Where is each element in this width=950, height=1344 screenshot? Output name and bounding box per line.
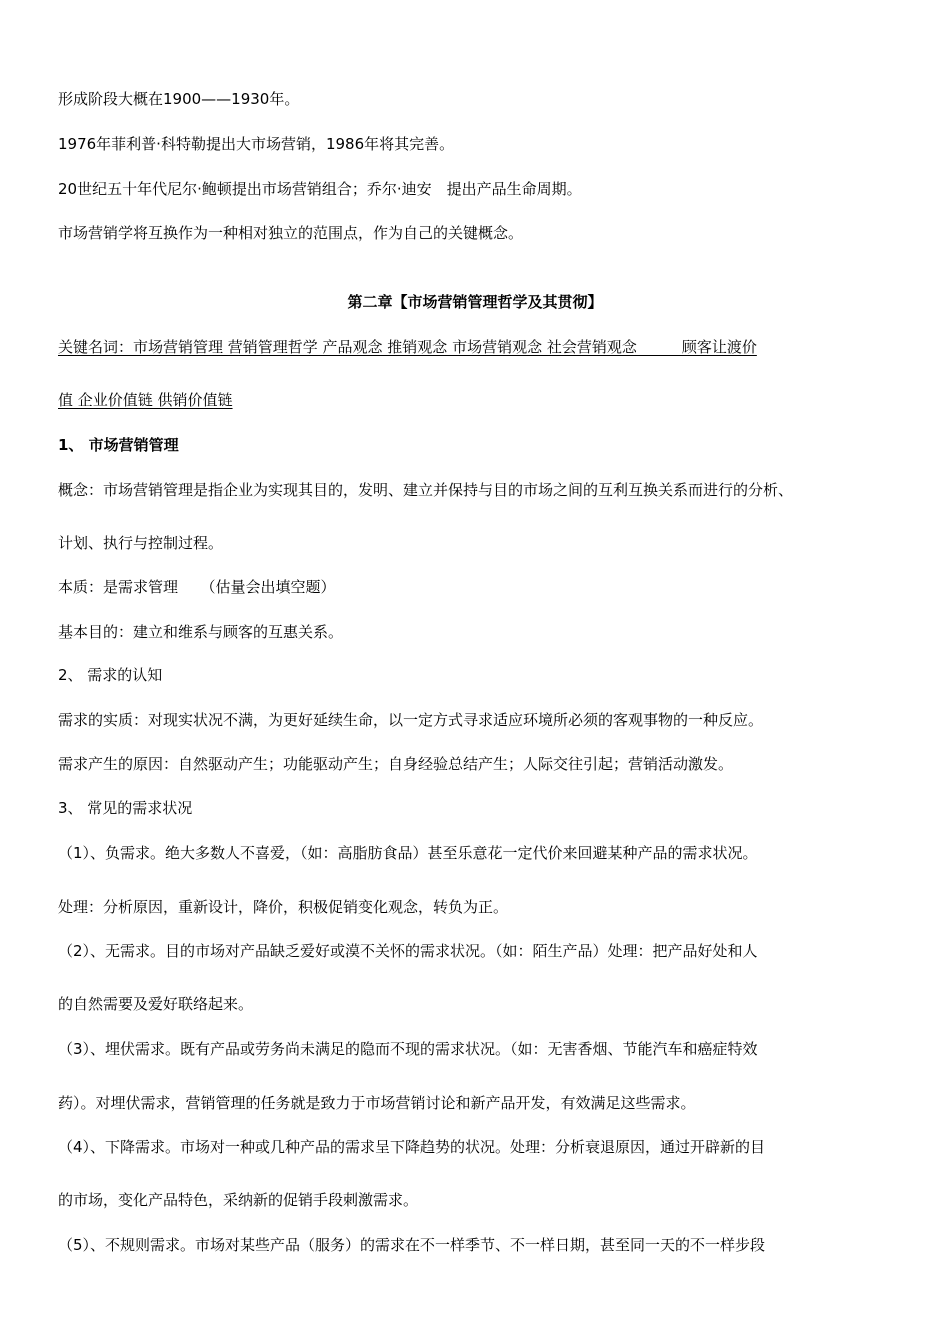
demand-item-4-continued: 的市场，变化产品特色，采纳新的促销手段刺激需求。 (58, 1191, 419, 1209)
intro-line-4: 市场营销学将互换作为一种相对独立的范围点，作为自己的关键概念。 (58, 224, 524, 242)
demand-item-1: （1）、负需求。绝大多数人不喜爱，（如：高脂肪食品）甚至乐意花一定代价来回避某种产品的需求状况。 (58, 844, 758, 862)
demand-item-2: （2）、无需求。目的市场对产品缺乏爱好或漠不关怀的需求状况。（如：陌生产品）处理：把产品好处和人 (58, 942, 758, 960)
section-2-nature: 需求的实质：对现实状况不满，为更好延续生命，以一定方式寻求适应环境所必须的客观事物的一种反应。 (58, 711, 764, 729)
demand-item-2-continued: 的自然需要及爱好联络起来。 (58, 995, 254, 1013)
section-2-heading: 2、 需求的认知 (58, 666, 163, 684)
section-2-causes: 需求产生的原因：自然驱动产生；功能驱动产生；自身经验总结产生；人际交往引起；营销活动激发。 (58, 755, 734, 773)
keywords-line-2: 值 企业价值链 供销价值链 (58, 391, 233, 409)
demand-item-4: （4）、下降需求。市场对一种或几种产品的需求呈下降趋势的状况。处理：分析衰退原因，通过开辟新的目 (58, 1138, 766, 1156)
section-1-concept-line-2: 计划、执行与控制过程。 (58, 534, 224, 552)
chapter-title: 第二章【市场营销管理哲学及其贯彻】 (347, 293, 603, 311)
section-1-concept-line-1: 概念：市场营销管理是指企业为实现其目的，发明、建立并保持与目的市场之间的互利互换关系而进行的分析、 (58, 481, 794, 499)
demand-item-3-continued: 药）。对埋伏需求，营销管理的任务就是致力于市场营销讨论和新产品开发，有效满足这些需求。 (58, 1094, 696, 1112)
section-1-essence: 本质：是需求管理 （估量会出填空题） (58, 578, 336, 596)
section-3-heading: 3、 常见的需求状况 (58, 799, 193, 817)
section-1-heading: 1、 市场营销管理 (58, 436, 179, 454)
intro-line-2: 1976年菲利普·科特勒提出大市场营销，1986年将其完善。 (58, 135, 455, 153)
keywords-line-1: 关键名词：市场营销管理 营销管理哲学 产品观念 推销观念 市场营销观念 社会营销观念 顾客让渡价 (58, 338, 757, 356)
intro-line-1: 形成阶段大概在1900——1930年。 (58, 90, 300, 108)
demand-item-3: （3）、埋伏需求。既有产品或劳务尚未满足的隐而不现的需求状况。（如：无害香烟、节能汽车和癌症特效 (58, 1040, 758, 1058)
demand-item-1-handling: 处理：分析原因，重新设计，降价，积极促销变化观念，转负为正。 (58, 898, 509, 916)
demand-item-5: （5）、不规则需求。市场对某些产品（服务）的需求在不一样季节、不一样日期，甚至同一天的不一样步段 (58, 1236, 766, 1254)
section-1-goal: 基本目的：建立和维系与顾客的互惠关系。 (58, 623, 344, 641)
intro-line-3: 20世纪五十年代尼尔·鲍顿提出市场营销组合；乔尔·迪安 提出产品生命周期。 (58, 180, 582, 198)
